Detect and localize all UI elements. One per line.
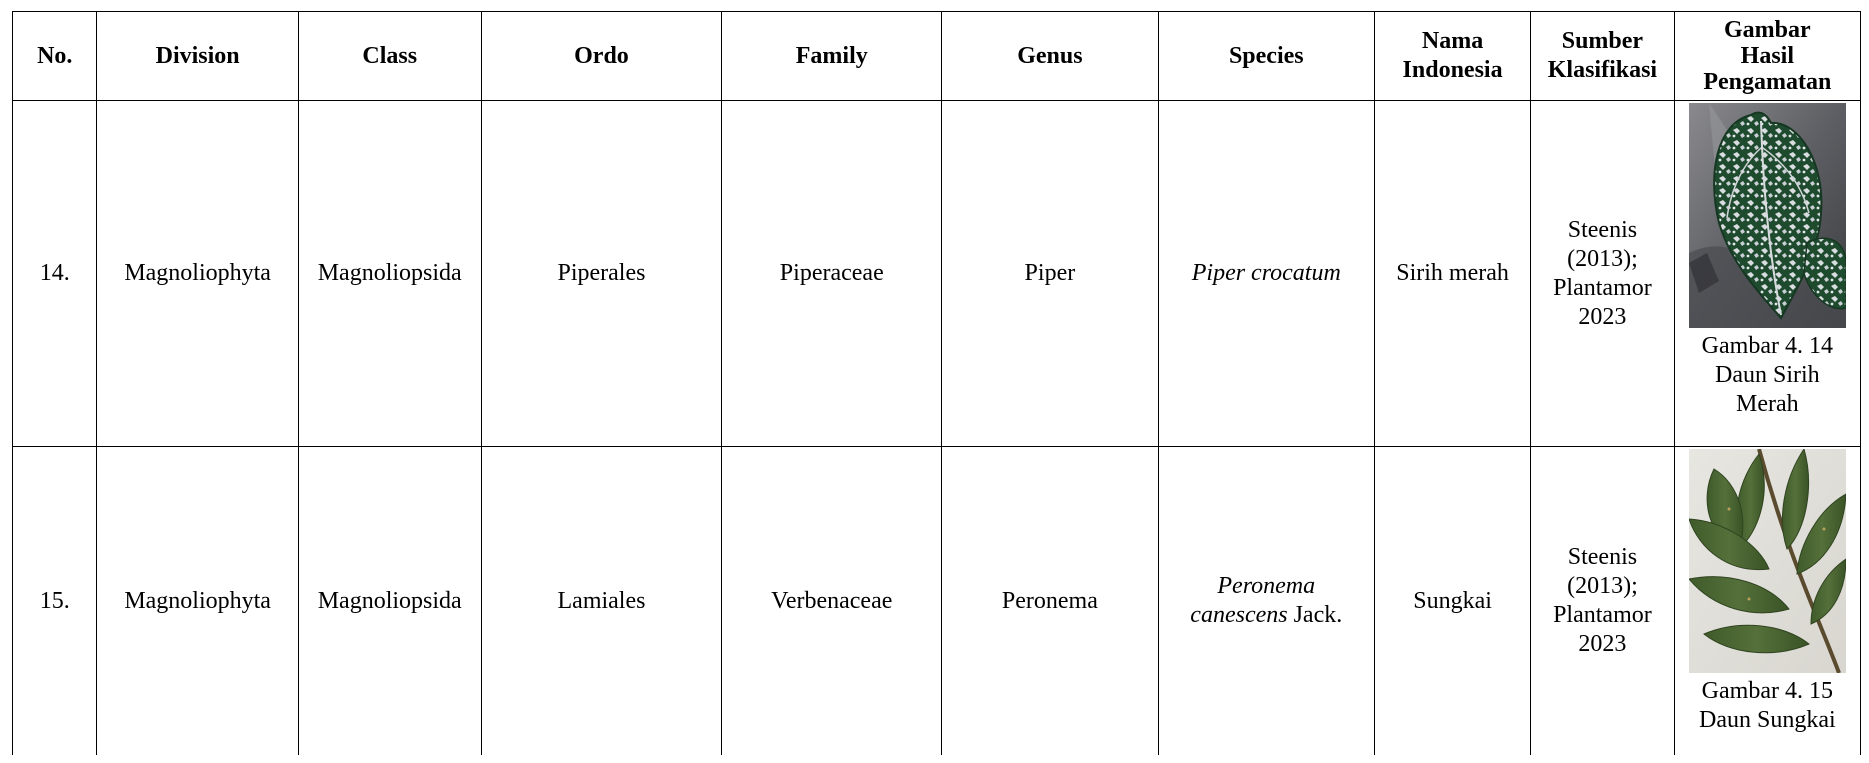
header-division: Division (97, 12, 298, 101)
cell-species (1158, 447, 1374, 756)
cell-family: Verbenaceae (722, 447, 942, 756)
caption-line: Gambar 4. 14 (1701, 333, 1833, 359)
caption-line: Merah (1736, 391, 1799, 417)
header-sumber-line: Sumber (1561, 28, 1644, 54)
cell-image (1674, 447, 1860, 756)
classification-table (12, 11, 1861, 755)
cell-no: 15. (13, 447, 97, 756)
species-name: Piper crocatum (1191, 260, 1341, 286)
sumber-line: (2013); (1567, 573, 1638, 599)
header-row (13, 12, 1861, 101)
cell-image (1674, 101, 1860, 447)
header-nama-line: Nama (1421, 28, 1484, 54)
sumber-line: Steenis (1567, 216, 1638, 243)
figure-caption (1676, 677, 1859, 735)
cell-species (1158, 101, 1374, 447)
cell-class: Magnoliopsida (298, 101, 481, 447)
header-gambar-hasil-pengamatan (1674, 12, 1860, 101)
cell-sumber (1531, 101, 1674, 447)
sumber-line: Steenis (1567, 544, 1638, 570)
table-row (13, 101, 1861, 447)
sumber-line: 2023 (1578, 631, 1627, 657)
table-row (13, 447, 1861, 756)
header-class: Class (298, 12, 481, 101)
figure-caption (1676, 332, 1859, 419)
sungkai-leaf-photo (1689, 449, 1846, 673)
header-gambar-line: Hasil (1740, 43, 1794, 69)
header-gambar-line: Gambar (1723, 17, 1811, 43)
header-ordo: Ordo (481, 12, 722, 101)
sumber-line: 2023 (1578, 303, 1627, 330)
cell-division: Magnoliophyta (97, 447, 298, 756)
cell-ordo: Piperales (481, 101, 722, 447)
cell-ordo: Lamiales (481, 447, 722, 756)
caption-line: Gambar 4. 15 (1701, 678, 1833, 704)
header-gambar-line: Pengamatan (1703, 69, 1832, 95)
cell-family: Piperaceae (722, 101, 942, 447)
header-nama-line: Indonesia (1402, 57, 1503, 83)
header-no: No. (13, 12, 97, 101)
cell-genus: Peronema (942, 447, 1158, 756)
cell-genus: Piper (942, 101, 1158, 447)
cell-sumber (1531, 447, 1674, 756)
sumber-line: Plantamor (1553, 274, 1652, 301)
header-species: Species (1158, 12, 1374, 101)
cell-nama-indonesia: Sirih merah (1374, 101, 1530, 447)
caption-line: Daun Sirih (1714, 362, 1820, 388)
cell-division: Magnoliophyta (97, 101, 298, 447)
cell-no: 14. (13, 101, 97, 447)
cell-nama-indonesia: Sungkai (1374, 447, 1530, 756)
header-family: Family (722, 12, 942, 101)
sumber-line: Plantamor (1553, 602, 1652, 628)
cell-class: Magnoliopsida (298, 447, 481, 756)
species-name: canescens (1190, 602, 1288, 628)
red-betel-leaf-photo (1689, 103, 1846, 328)
header-nama-indonesia (1374, 12, 1530, 101)
species-author: Jack. (1293, 602, 1343, 628)
header-sumber-line: Klasifikasi (1547, 57, 1658, 83)
sumber-line: (2013); (1567, 245, 1638, 272)
caption-line: Daun Sungkai (1699, 707, 1836, 733)
species-name: Peronema (1217, 573, 1316, 599)
header-sumber-klasifikasi (1531, 12, 1674, 101)
header-genus: Genus (942, 12, 1158, 101)
